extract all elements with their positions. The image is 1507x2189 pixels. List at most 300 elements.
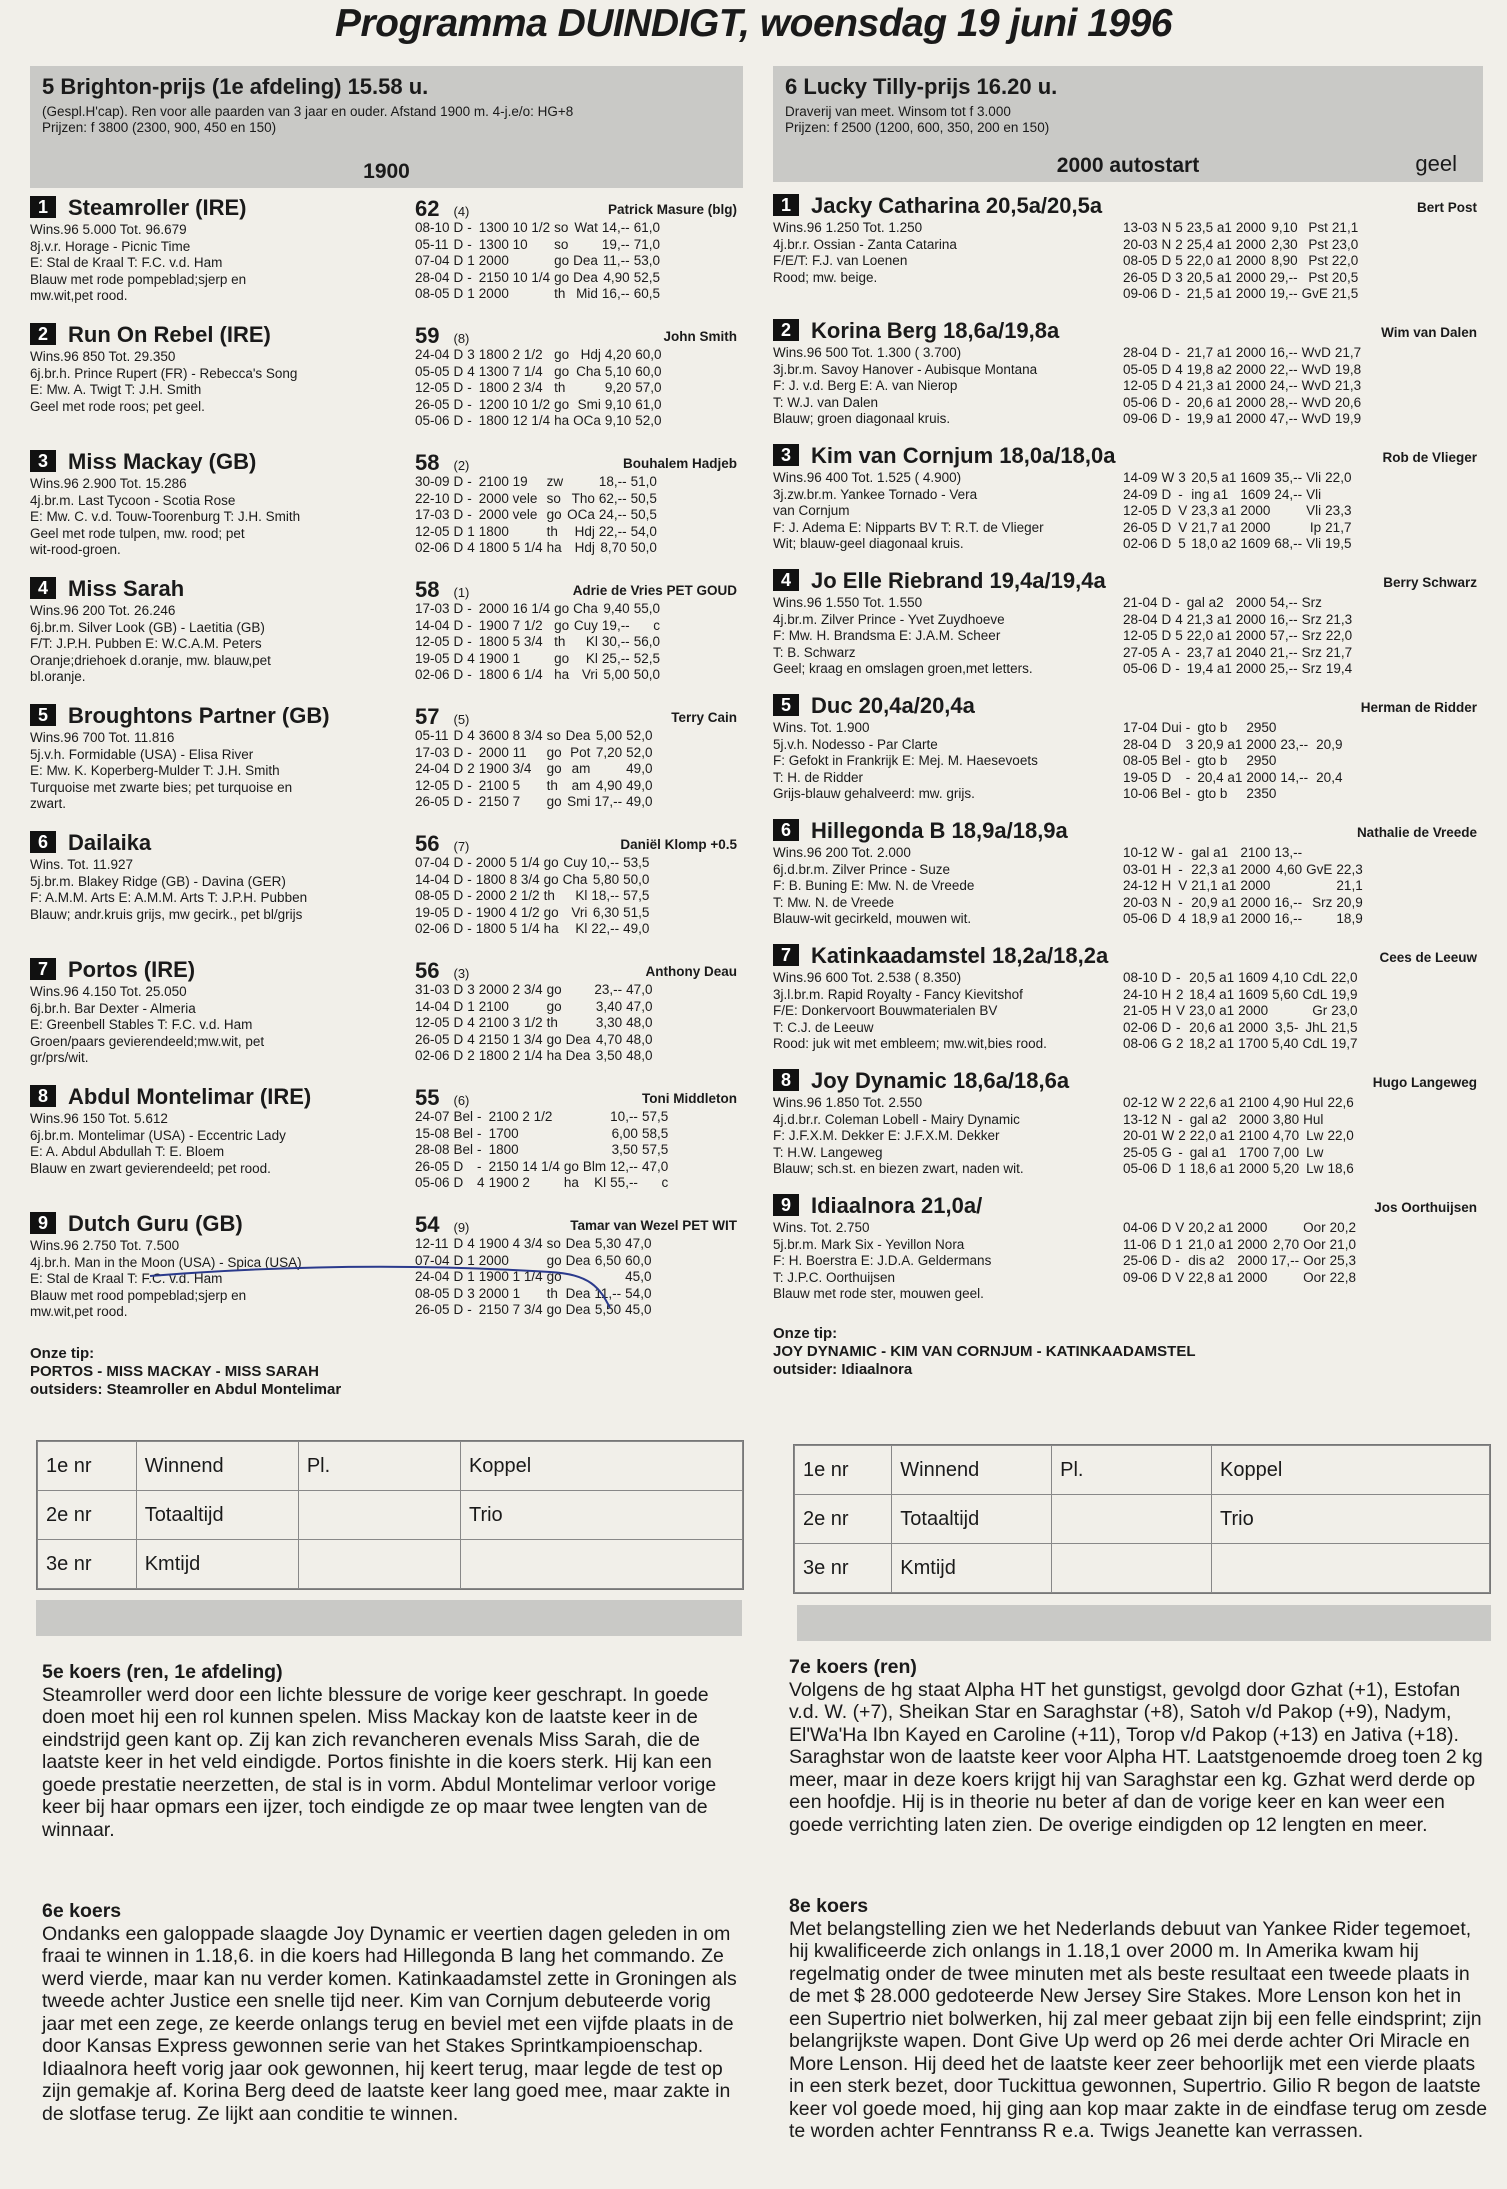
form-row [1123, 378, 1365, 395]
form-cell: 21,3 a1 [1186, 378, 1232, 393]
form-cell: 26-05 [415, 1158, 450, 1174]
form-cell: 24-10 [1123, 986, 1158, 1002]
horse-info [773, 720, 1113, 803]
form-cell: 18,-- [591, 888, 620, 903]
form-cell: V [1178, 878, 1188, 893]
form-cell: 24-07 [415, 1109, 450, 1124]
weight-value: 56 [415, 831, 440, 856]
form-cell: N [1161, 1111, 1172, 1127]
result-cell: Winnend [892, 1446, 1052, 1495]
horse-info-line: F: H. Boerstra E: J.D.A. Geldermans [773, 1253, 992, 1268]
form-cell [573, 237, 602, 254]
form-cell: 02-06 [415, 540, 450, 555]
form-row [1123, 253, 1362, 270]
form-row [415, 601, 664, 618]
form-cell: 4 [477, 1175, 485, 1190]
horse-right [385, 321, 743, 430]
horse-info-line: Wins.96 500 Tot. 1.300 ( 3.700) [773, 345, 962, 360]
form-cell: WvD [1301, 394, 1331, 410]
form-cell: so [546, 728, 561, 743]
form-cell: Dea [565, 1302, 591, 1317]
weight-value: 58 [415, 450, 440, 475]
form-cell: 2 [467, 1048, 475, 1063]
form-cell: 52,5 [633, 269, 660, 285]
form-cell: 14,-- [1280, 769, 1309, 785]
form-cell: 30-09 [415, 474, 450, 489]
form-cell: 25,-- [1269, 661, 1298, 676]
weight-value: 59 [415, 323, 440, 348]
form-cell: CdL [1302, 986, 1328, 1002]
form-row [415, 540, 661, 557]
form-cell: - [467, 474, 472, 489]
form-cell: 02-06 [415, 1048, 450, 1063]
form-cell: 19-05 [1123, 769, 1158, 785]
form-row [1123, 987, 1361, 1004]
horse-left [30, 575, 370, 686]
horse-info-line: Wins.96 1.250 Tot. 1.250 [773, 220, 923, 235]
form-cell: 4 [467, 1031, 475, 1047]
form-cell: Smi [577, 396, 601, 412]
form-cell: ha [546, 540, 562, 555]
form-cell: 20,6 a1 [1189, 1019, 1235, 1035]
form-cell: 09-06 [1123, 1269, 1158, 1285]
form-cell: 55,-- [610, 1175, 638, 1190]
form-cell: Vli [1306, 536, 1322, 551]
form-cell: 6,00 [611, 1125, 638, 1141]
tip-text: PORTOS - MISS MACKAY - MISS SARAH [30, 1363, 319, 1380]
form-cell: Cuy [573, 617, 598, 633]
horse-info-line: 4j.br.h. Man in the Moon (USA) - Spica (USA) [30, 1254, 302, 1270]
form-cell: Vli [1306, 486, 1322, 502]
horse-header-row [385, 1210, 743, 1238]
form-cell: 2000 [478, 286, 509, 301]
horse-info-line: Blauw met rood pompeblad;sjerp en [30, 1287, 247, 1303]
horse-info-line: wit-rood-groen. [30, 542, 121, 557]
form-cell: 1609 [1240, 470, 1271, 485]
form-cell: 5,40 [1272, 1036, 1299, 1051]
form-cell: D [1161, 286, 1172, 301]
horse-info-line: mw.wit,pet rood. [30, 288, 128, 303]
form-cell: 07-04 [415, 253, 450, 268]
form-cell: 21,0 a1 [1188, 1236, 1234, 1252]
form-cell: Kl [585, 650, 598, 666]
form-cell: Kl [575, 888, 588, 903]
form-cell: 2100 3 1/2 [478, 1015, 543, 1030]
form-row [1123, 1095, 1358, 1112]
form-cell [1327, 1112, 1357, 1129]
form-cell: 2 [467, 761, 475, 776]
form-cell: - [467, 855, 472, 870]
form-cell: - [467, 220, 472, 235]
form-row [1123, 1128, 1358, 1145]
form-row [415, 794, 656, 811]
horse-name-line [30, 1210, 370, 1238]
horse-left [773, 192, 1113, 286]
horse-info-line: 3j.l.br.m. Rapid Royalty - Fancy Kievitshof [773, 986, 1023, 1002]
form-cell: D [1161, 253, 1172, 268]
horse-name: Korina Berg 18,6a/19,8a [811, 318, 1060, 343]
form-cell: D [1161, 536, 1172, 551]
horse-entry [30, 956, 743, 1083]
horse-number: 9 [30, 1212, 56, 1234]
form-cell: 5 [1175, 253, 1183, 268]
form-cell: Lw [1306, 1161, 1324, 1176]
horse-name: Idiaalnora 21,0a/ [811, 1193, 983, 1218]
form-cell: 11,-- [602, 253, 630, 268]
horse-number: 8 [30, 1085, 56, 1107]
form-cell: go [543, 855, 559, 870]
form-cell: gto b [1197, 720, 1228, 735]
horse-info-line: 4j.br.r. Ossian - Zanta Catarina [773, 236, 957, 252]
form-cell: D [1161, 628, 1172, 643]
horse-left [773, 567, 1113, 678]
form-cell: 2000 [1235, 220, 1266, 235]
form-cell: Mid [576, 286, 598, 301]
form-cell: 08-05 [1123, 253, 1158, 268]
form-cell: 12-05 [415, 1015, 450, 1030]
horse-weight [415, 704, 469, 730]
form-cell: 1300 10 [478, 236, 528, 252]
horse-header-row [1128, 692, 1483, 720]
horse-right [385, 448, 743, 557]
article-text: Ondanks een galoppade slaagde Joy Dynamic er veertien dagen geleden in om fraai te winnen in 1.18,6. in die koers had Hillegonda B lang het commando. Ze werd vierde, maar kan nu verder komen. Katinkaadamstel zette in Groningen als tweede achter Justice een snelle tijd neer. Kim van Cornjum debuteerde vorig jaar met een zege, ze keerde onlangs terug en beviel met een vijfde plaats in de door Kansas Express gewonnen serie van het Stakes Sprintkampioenschap. Idiaalnora heeft vorig jaar ook gewonnen, hij keert terug, maar legde de test op zijn gemakje af. Korina Berg deed de laatste keer lang goed mee, maar zakte in de slotfase terug. Ze lijkt aan conditie te winnen. [42, 1922, 737, 2125]
weight-value: 55 [415, 1085, 440, 1110]
form-cell: 2000 1 [478, 1285, 521, 1301]
form-cell [1306, 845, 1336, 862]
form-cell: D [1161, 595, 1172, 610]
form-cell: go [546, 1302, 562, 1317]
form-cell: Dea [565, 1031, 591, 1047]
form-cell: 19-05 [415, 904, 450, 920]
horse-info-line: 4j.br.m. Last Tycoon - Scotia Rose [30, 492, 236, 508]
form-cell: 5,00 [595, 728, 623, 743]
jockey-name: Tamar van Wezel PET WIT [570, 1218, 737, 1233]
form-cell: 4,70 [595, 1031, 623, 1047]
form-cell: - [467, 921, 472, 936]
form-cell: 62,-- [598, 490, 627, 506]
form-cell: 21,1 [1336, 878, 1363, 893]
form-cell: D [453, 1175, 464, 1190]
horse-left [30, 956, 370, 1067]
form-cell: 2000 [1237, 1220, 1268, 1235]
form-cell: - [1175, 411, 1180, 426]
form-row [415, 1126, 672, 1143]
horse-right [385, 194, 743, 303]
form-cell: Hdj [580, 347, 601, 362]
form-cell: 02-06 [415, 921, 450, 936]
form-cell: 2000 [1240, 911, 1271, 926]
form-cell [1326, 595, 1356, 612]
form-cell: go [554, 650, 570, 666]
form-row [1123, 845, 1367, 862]
form-table [415, 1109, 672, 1192]
form-cell: D [1161, 503, 1172, 518]
form-cell: 4 [1175, 361, 1183, 377]
form-cell: 4 [467, 728, 475, 743]
form-cell: 6,30 [592, 904, 620, 920]
form-cell: D [453, 1048, 464, 1063]
form-cell: 20,5 a1 [1186, 269, 1232, 285]
form-cell: - [1176, 970, 1181, 985]
horse-name-line [773, 192, 1113, 220]
form-table [1123, 1220, 1360, 1286]
article-race-5 [42, 1661, 748, 1841]
form-cell: 1200 10 1/2 [478, 396, 551, 412]
horse-number: 8 [773, 1069, 799, 1091]
horse-right [1123, 692, 1483, 803]
horse-entry [773, 817, 1483, 942]
form-row [1123, 645, 1356, 662]
start-position: (6) [453, 1093, 470, 1108]
form-cell: 21,7 a1 [1186, 345, 1232, 360]
form-cell: 25-06 [1123, 1253, 1158, 1268]
form-row [1123, 595, 1356, 612]
form-cell: 07-04 [415, 1252, 450, 1268]
form-table [415, 601, 664, 684]
form-cell: Cha [562, 871, 588, 887]
form-cell: - [1178, 845, 1183, 860]
form-cell: 16,-- [1269, 611, 1298, 627]
article-heading: 6e koers [42, 1900, 122, 1922]
race-header [773, 66, 1483, 182]
form-cell: go [546, 1252, 562, 1268]
form-cell: - [1176, 1019, 1181, 1035]
form-row [1123, 720, 1346, 737]
form-row [1123, 362, 1365, 379]
form-row [1123, 612, 1356, 629]
form-cell: 13-03 [1123, 220, 1158, 235]
form-cell: 47,0 [626, 982, 653, 997]
grey-divider [36, 1600, 742, 1636]
form-cell: th [546, 523, 558, 539]
horse-info-line: F: Gefokt in Frankrijk E: Mej. M. Haesevoets [773, 753, 1038, 768]
form-cell: 2000 [1240, 894, 1271, 910]
form-cell: 15-08 [415, 1125, 450, 1141]
horse-left [30, 829, 370, 923]
form-cell: 4 [1175, 611, 1183, 627]
form-cell: th [543, 888, 555, 903]
form-cell: 08-10 [415, 220, 450, 235]
form-cell: 20,5 a1 [1189, 970, 1235, 985]
horse-number: 2 [30, 323, 56, 345]
form-cell: D [453, 777, 464, 793]
form-cell: 71,0 [633, 236, 660, 252]
form-cell: 2100 2 1/2 [488, 1109, 553, 1124]
horse-header-row [1128, 317, 1483, 345]
horse-name: Jo Elle Riebrand 19,4a/19,4a [811, 568, 1106, 593]
horse-info-line: 4j.br.m. Zilver Prince - Yvet Zuydhoeve [773, 611, 1005, 627]
horse-entry [773, 317, 1483, 442]
horse-right [385, 1083, 743, 1192]
horse-right [1123, 817, 1483, 928]
horse-info [30, 857, 370, 923]
form-cell: 21,1 [1331, 220, 1359, 235]
form-cell: 21-04 [1123, 595, 1158, 610]
form-cell: WvD [1301, 345, 1331, 360]
form-cell: go [554, 617, 570, 633]
form-cell: Vri [571, 904, 588, 920]
form-cell: D [453, 744, 464, 760]
form-cell: 24,-- [1269, 378, 1298, 393]
form-cell: 24-09 [1123, 486, 1158, 502]
form-cell [1306, 878, 1336, 895]
horse-info-line: F: J. Adema E: Nipparts BV T: R.T. de Vlieger [773, 519, 1044, 535]
form-cell: 1700 [1238, 1144, 1269, 1160]
form-row [415, 253, 664, 270]
horse-name: Broughtons Partner (GB) [68, 703, 330, 728]
horse-info-line: F: Mw. H. Brandsma E: J.A.M. Scheer [773, 628, 1001, 643]
form-cell: 2000 [1235, 394, 1266, 410]
form-cell: 3600 8 3/4 [478, 728, 543, 743]
form-cell: G [1161, 1036, 1173, 1051]
form-cell: Oor [1303, 1253, 1326, 1268]
form-cell: D [453, 871, 464, 887]
form-cell [1316, 786, 1346, 803]
weight-value: 56 [415, 958, 440, 983]
result-row [795, 1495, 1490, 1544]
form-cell: 48,0 [626, 1031, 653, 1047]
form-cell: 2000 [1246, 769, 1277, 785]
form-cell: 1800 5 1/4 [478, 540, 543, 555]
form-row [1123, 286, 1362, 303]
form-cell: D [453, 413, 464, 428]
horse-info-line: 3j.br.m. Savoy Hanover - Aubisque Montana [773, 361, 1038, 377]
horse-info-line: Wins.96 2.900 Tot. 15.286 [30, 476, 187, 491]
form-cell: D [1161, 519, 1172, 535]
result-cell: 1e nr [38, 1442, 137, 1491]
form-row [1123, 411, 1365, 428]
start-position: (7) [453, 839, 470, 854]
form-cell: 61,0 [635, 396, 662, 412]
horse-number: 6 [773, 819, 799, 841]
form-cell: 60,0 [635, 363, 662, 379]
form-cell: 22-10 [415, 490, 450, 506]
horse-info [773, 470, 1113, 553]
form-cell: Dea [573, 253, 598, 268]
form-cell: 19,4 a1 [1186, 661, 1232, 676]
form-cell: 5,00 [603, 667, 630, 682]
form-row [1123, 895, 1367, 912]
horse-info-line: Wins.96 850 Tot. 29.350 [30, 349, 176, 364]
form-cell: 07-04 [415, 855, 450, 870]
form-cell: 3,80 [1272, 1111, 1300, 1127]
form-cell: 2000 [1237, 1253, 1268, 1268]
result-cell: Pl. [298, 1442, 460, 1491]
form-cell [1280, 786, 1312, 803]
form-cell: 1 [467, 286, 475, 301]
weight-value: 57 [415, 704, 440, 729]
form-cell: Dea [565, 1285, 591, 1301]
form-row [415, 888, 653, 905]
form-cell: V [1175, 1269, 1185, 1285]
form-cell: Wat [574, 220, 598, 235]
result-cell [298, 1491, 460, 1540]
horse-name: Dailaika [68, 830, 152, 855]
form-cell: 10-12 [1123, 845, 1158, 860]
form-cell: D [453, 855, 464, 870]
form-cell: 51,0 [630, 474, 657, 489]
form-cell: 1900 7 1/2 [478, 617, 543, 633]
form-cell: 30,-- [601, 634, 630, 649]
form-cell: 3,30 [595, 1015, 623, 1030]
form-cell: 2150 1 3/4 [478, 1031, 543, 1047]
form-cell: 2000 [1235, 345, 1266, 360]
form-cell: 49,0 [626, 761, 653, 776]
form-cell [583, 1109, 610, 1126]
form-cell: 2 [1175, 236, 1183, 252]
form-cell: am [571, 777, 591, 793]
form-row [415, 1048, 656, 1065]
form-cell: 60,0 [635, 347, 662, 362]
form-cell: W [1161, 470, 1175, 485]
form-cell: 1 [467, 1269, 475, 1284]
form-cell: gal a1 [1189, 1144, 1227, 1160]
form-cell: D [453, 396, 464, 412]
horse-info-line: Wins.96 200 Tot. 2.000 [773, 845, 911, 860]
form-cell: 2,70 [1272, 1236, 1300, 1252]
tip-label: Onze tip: [773, 1325, 838, 1342]
form-cell: 20-03 [1123, 894, 1158, 910]
result-cell: Winnend [136, 1442, 298, 1491]
form-cell: 1800 [478, 523, 509, 539]
form-table [415, 474, 661, 557]
form-cell: 19,7 [1331, 1036, 1358, 1051]
form-cell: go [543, 871, 559, 887]
start-position: (9) [453, 1220, 470, 1235]
horse-name: Jacky Catharina 20,5a/20,5a [811, 193, 1103, 218]
form-cell: - [467, 871, 472, 887]
form-cell [566, 982, 595, 999]
form-cell: zw [546, 474, 564, 489]
form-row [415, 1159, 672, 1176]
form-cell: 19,5 [1325, 536, 1352, 551]
form-cell: 24,-- [598, 507, 627, 522]
form-row [415, 761, 656, 778]
horse-name-line [773, 442, 1116, 470]
form-row [1123, 786, 1346, 803]
horse-name-line [773, 817, 1113, 845]
form-cell: 1900 4 1/2 [475, 904, 540, 920]
horse-info-line: T: H.W. Langeweg [773, 1144, 883, 1160]
horse-header-row [385, 194, 743, 222]
form-cell: H [1161, 878, 1172, 893]
race-header [30, 66, 743, 188]
form-cell: ha [546, 1048, 562, 1063]
form-cell: go [546, 761, 562, 776]
form-cell: 4 [467, 650, 475, 666]
form-cell: - [1185, 786, 1191, 801]
horse-info-line: E: Mw. A. Twigt T: J.H. Smith [30, 382, 202, 397]
horse-name: Dutch Guru (GB) [68, 1211, 243, 1236]
form-cell: G [1161, 1144, 1173, 1160]
race-title: 6 Lucky Tilly-prijs 16.20 u. [785, 74, 1058, 99]
form-cell: 20,2 [1329, 1220, 1356, 1235]
horse-name-line [30, 321, 370, 349]
jockey-name: Anthony Deau [645, 964, 737, 979]
form-cell: - [467, 634, 472, 649]
horse-header-row [1128, 1192, 1483, 1220]
horse-header-row [385, 575, 743, 603]
horse-info-line: 5j.v.h. Formidable (USA) - Elisa River [30, 746, 254, 762]
form-cell: 2150 7 3/4 [478, 1302, 543, 1317]
tip-label: Onze tip: [30, 1345, 95, 1362]
result-cell: Kmtijd [136, 1540, 298, 1589]
horse-left [773, 1192, 1113, 1303]
form-cell: D [1161, 269, 1172, 285]
horse-info-line: 5j.br.m. Mark Six - Yevillon Nora [773, 1236, 965, 1252]
form-cell: 2000 [1235, 661, 1266, 676]
form-cell: 2000 [1240, 861, 1271, 877]
